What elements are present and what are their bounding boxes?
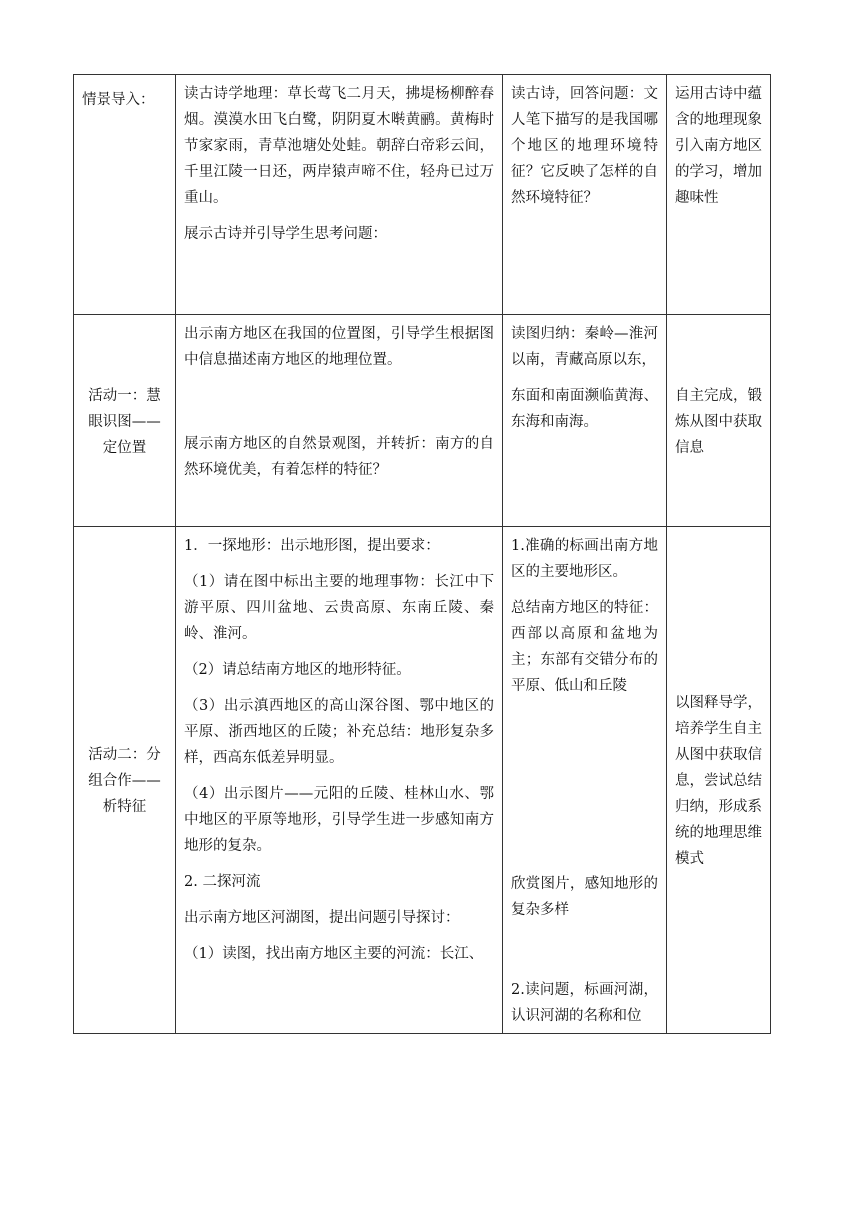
stage-cell: [74, 527, 176, 1034]
teacher-text: 1．一探地形：出示地形图，提出要求：: [184, 538, 440, 554]
stage-label: 活动二：分组合作——析特征: [88, 747, 161, 815]
student-activity-cell: [503, 75, 667, 315]
student-text: 2.读问题，标画河湖，认识河湖的名称和位: [511, 982, 658, 1024]
teacher-text: （2）请总结南方地区的地形特征。: [184, 662, 411, 678]
teacher-text: 出示南方地区河湖图，提出问题引导探讨：: [184, 910, 460, 926]
student-text: 总结南方地区的特征：西部以高原和盆地为主；东部有交错分布的平原、低山和丘陵: [511, 600, 658, 694]
teacher-text: 展示南方地区的自然景观图，并转折：南方的自然环境优美，有着怎样的特征？: [184, 436, 494, 478]
design-intent-cell: [667, 75, 771, 315]
teacher-text: 展示古诗并引导学生思考问题：: [184, 226, 387, 242]
teacher-text: （3）出示滇西地区的高山深谷图、鄂中地区的平原、浙西地区的丘陵；补充总结：地形复杂多样，西高东低差异明显。: [184, 698, 494, 766]
stage-label: 情景导入：: [82, 92, 155, 108]
teacher-activity-cell: [176, 527, 503, 1034]
stage-cell: [74, 315, 176, 527]
teacher-text: 2. 二探河流: [184, 874, 261, 890]
table-row: [74, 75, 771, 315]
teacher-text: （1）读图，找出南方地区主要的河流：长江、: [184, 946, 484, 962]
table-row: [74, 315, 771, 527]
table-row: [74, 527, 771, 1034]
intent-text: 自主完成，锻炼从图中获取信息: [675, 387, 762, 456]
stage-label: 活动一：慧眼识图——定位置: [88, 387, 161, 456]
design-intent-cell: [667, 315, 771, 527]
student-text: 欣赏图片，感知地形的复杂多样: [511, 876, 658, 918]
teacher-activity-cell: [176, 315, 503, 527]
lesson-plan-table: [73, 74, 771, 1034]
teacher-activity-cell: [176, 75, 503, 315]
intent-text: 以图释导学，培养学生自主从图中获取信息，尝试总结归纳，形成系统的地理思维模式: [675, 695, 762, 867]
intent-text: 运用古诗中蕴含的地理现象引入南方地区的学习，增加趣味性: [675, 86, 762, 206]
student-activity-cell: [503, 315, 667, 527]
student-activity-cell: [503, 527, 667, 1034]
teacher-text: （4）出示图片——元阳的丘陵、桂林山水、鄂中地区的平原等地形，引导学生进一步感知南方地形的复杂。: [184, 786, 494, 854]
design-intent-cell: [667, 527, 771, 1034]
student-text: 1.准确的标画出南方地区的主要地形区。: [511, 538, 658, 580]
teacher-text: 出示南方地区在我国的位置图，引导学生根据图中信息描述南方地区的地理位置。: [184, 326, 494, 368]
stage-cell: [74, 75, 176, 315]
student-text: 读古诗，回答问题：文人笔下描写的是我国哪个地区的地理环境特征？它反映了怎样的自然环境特征？: [511, 86, 658, 206]
teacher-text: 读古诗学地理：草长莺飞二月天，拂堤杨柳醉春烟。漠漠水田飞白鹭，阴阴夏木啭黄鹂。黄梅时节家家雨，青草池塘处处蛙。朝辞白帝彩云间，千里江陵一日还，两岸猿声啼不住，轻舟已过万重山。: [184, 86, 494, 206]
student-text: 东面和南面濒临黄海、东海和南海。: [511, 388, 658, 430]
student-text: 读图归纳：秦岭—淮河以南，青藏高原以东，: [511, 326, 658, 368]
teacher-text: （1）请在图中标出主要的地理事物：长江中下游平原、四川盆地、云贵高原、东南丘陵、秦岭、淮河。: [184, 574, 494, 642]
